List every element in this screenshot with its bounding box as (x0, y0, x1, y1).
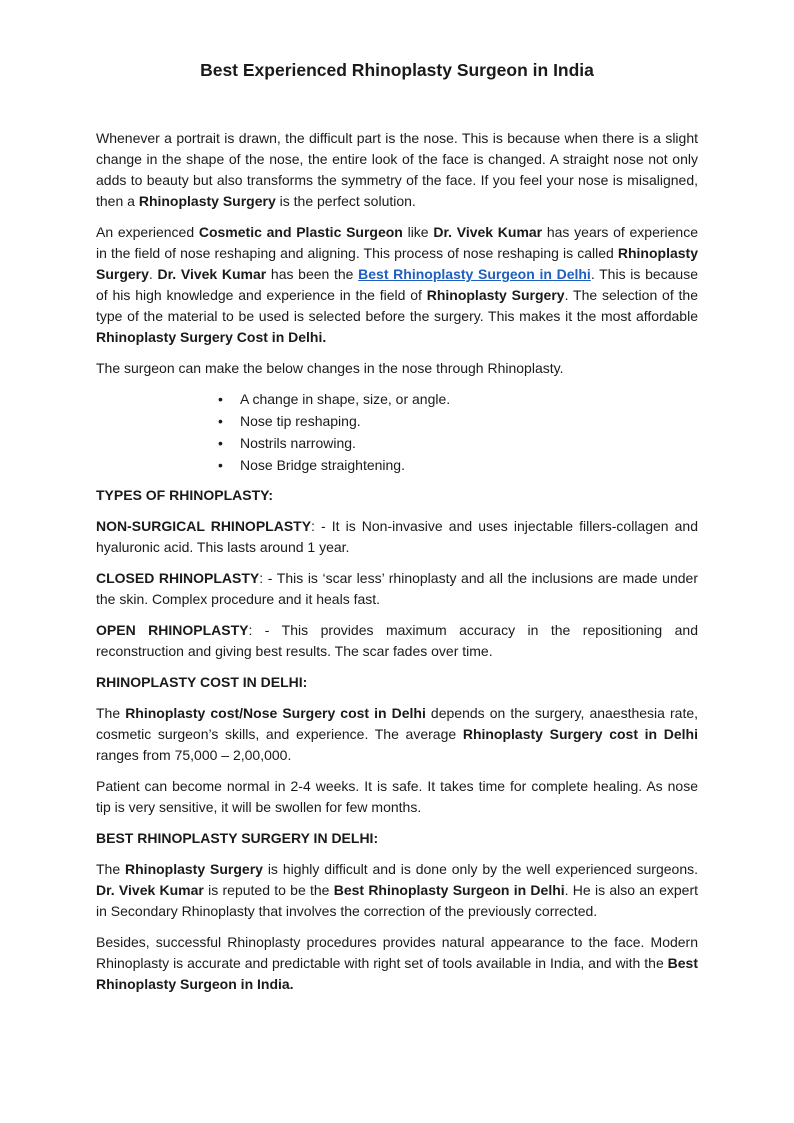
surgeon-bold-6: Rhinoplasty Surgery Cost in Delhi. (96, 329, 327, 345)
closed-label: CLOSED RHINOPLASTY (96, 569, 260, 586)
cost-bold-1: Rhinoplasty cost/Nose Surgery cost in Delhi (125, 704, 426, 721)
intro-text-end: is the perfect solution. (275, 193, 416, 209)
cost-text-3: ranges from 75,000 – 2,00,000. (96, 746, 292, 763)
open-label: OPEN RHINOPLASTY (96, 621, 249, 638)
list-item-text: Nose Bridge straightening. (240, 457, 405, 473)
intro-text: Whenever a portrait is drawn, the difficult part is the nose. This is because when there is a slight change in the shape of the nose, the entire look of the face is changed. A straight nose not only adds to beauty but also transforms the symmetry of the face. If you feel your nose is misaligned, then a (96, 130, 698, 209)
recovery-paragraph: Patient can become normal in 2-4 weeks. It is safe. It takes time for complete healing. As nose tip is very sensitive, it will be swollen for few months. (96, 777, 698, 815)
surgeon-paragraph (96, 222, 698, 348)
list-item (218, 455, 698, 477)
final-text-1: Besides, successful Rhinoplasty procedures provides natural appearance to the face. Modern Rhinoplasty is accurate and predictable with right set of tools available in India, and with the (96, 933, 698, 971)
surgeon-bold-3: Rhinoplasty Surgery (96, 245, 698, 282)
document-title: Best Experienced Rhinoplasty Surgeon in India (200, 60, 594, 80)
best-text-2: is highly difficult and is done only by the well experienced surgeons. (262, 860, 699, 877)
list-item-text: Nostrils narrowing. (240, 435, 356, 451)
non-surgical-text: : - It is Non-invasive and uses injectable fillers-collagen and hyaluronic acid. This lasts around 1 year. (96, 517, 699, 555)
bullet-icon: • (218, 413, 223, 429)
best-text-4: . He is also an expert in Secondary Rhinoplasty that involves the correction of the previously corrected. (96, 881, 698, 919)
final-paragraph (96, 932, 698, 995)
surgeon-bold-2: Dr. Vivek Kumar (433, 224, 543, 240)
best-bold-3: Best Rhinoplasty Surgeon in Delhi (333, 881, 565, 898)
closed-paragraph (96, 568, 698, 610)
best-heading: BEST RHINOPLASTY SURGERY IN DELHI: (96, 829, 379, 846)
final-bold-1: Best Rhinoplasty Surgeon in India. (96, 954, 698, 992)
closed-text: : - This is ‘scar less’ rhinoplasty and all the inclusions are made under the skin. Complex procedure and it heals fast. (96, 569, 698, 607)
bullet-icon: • (218, 435, 223, 451)
best-bold-2: Dr. Vivek Kumar (96, 881, 204, 898)
intro-bold-rhinoplasty-surgery: Rhinoplasty Surgery (138, 193, 276, 209)
changes-list (96, 389, 698, 477)
surgeon-text-3: has years of experience in the field of nose reshaping and aligning. This process of nose reshaping is called (96, 224, 699, 261)
best-text-1: The (96, 860, 126, 877)
non-surgical-label: NON-SURGICAL RHINOPLASTY (96, 517, 312, 534)
intro-paragraph (96, 128, 698, 212)
list-item (218, 411, 698, 433)
list-item (218, 433, 698, 455)
changes-intro: The surgeon can make the below changes in the nose through Rhinoplasty. (96, 360, 564, 376)
cost-bold-2: Rhinoplasty Surgery cost in Delhi (462, 725, 698, 742)
list-item-text: Nose tip reshaping. (240, 413, 361, 429)
best-rhinoplasty-surgeon-link[interactable]: Best Rhinoplasty Surgeon in Delhi (358, 266, 591, 282)
open-text: : - This provides maximum accuracy in the repositioning and reconstruction and giving best results. The scar fades over time. (96, 621, 698, 659)
types-heading: TYPES OF RHINOPLASTY: (96, 486, 274, 503)
list-item (218, 389, 698, 411)
cost-paragraph (96, 703, 698, 766)
best-paragraph (96, 859, 698, 922)
surgeon-text-1: An experienced (96, 224, 199, 240)
surgeon-bold-4: Dr. Vivek Kumar (157, 266, 267, 282)
surgeon-text-4: . (148, 266, 158, 282)
surgeon-text-7: . The selection of the type of the material to be used is selected before the surgery. This makes it the most affordable (96, 287, 698, 324)
surgeon-bold-1: Cosmetic and Plastic Surgeon (198, 224, 403, 240)
bullet-icon: • (218, 457, 223, 473)
non-surgical-paragraph (96, 516, 698, 558)
best-text-3: is reputed to be the (203, 881, 334, 898)
cost-heading: RHINOPLASTY COST IN DELHI: (96, 673, 308, 690)
best-bold-1: Rhinoplasty Surgery (125, 860, 263, 877)
bullet-icon: • (218, 391, 223, 407)
surgeon-bold-5: Rhinoplasty Surgery (426, 287, 565, 303)
surgeon-text-2: like (402, 224, 434, 240)
cost-text-1: The (96, 704, 126, 721)
surgeon-text-5: has been the (266, 266, 359, 282)
list-item-text: A change in shape, size, or angle. (240, 391, 451, 407)
document-body (96, 128, 698, 1005)
cost-text-2: depends on the surgery, anaesthesia rate, cosmetic surgeon’s skills, and experience. The average (96, 704, 699, 742)
surgeon-text-6: . This is because of his high knowledge and experience in the field of (96, 266, 698, 303)
open-paragraph (96, 620, 698, 662)
